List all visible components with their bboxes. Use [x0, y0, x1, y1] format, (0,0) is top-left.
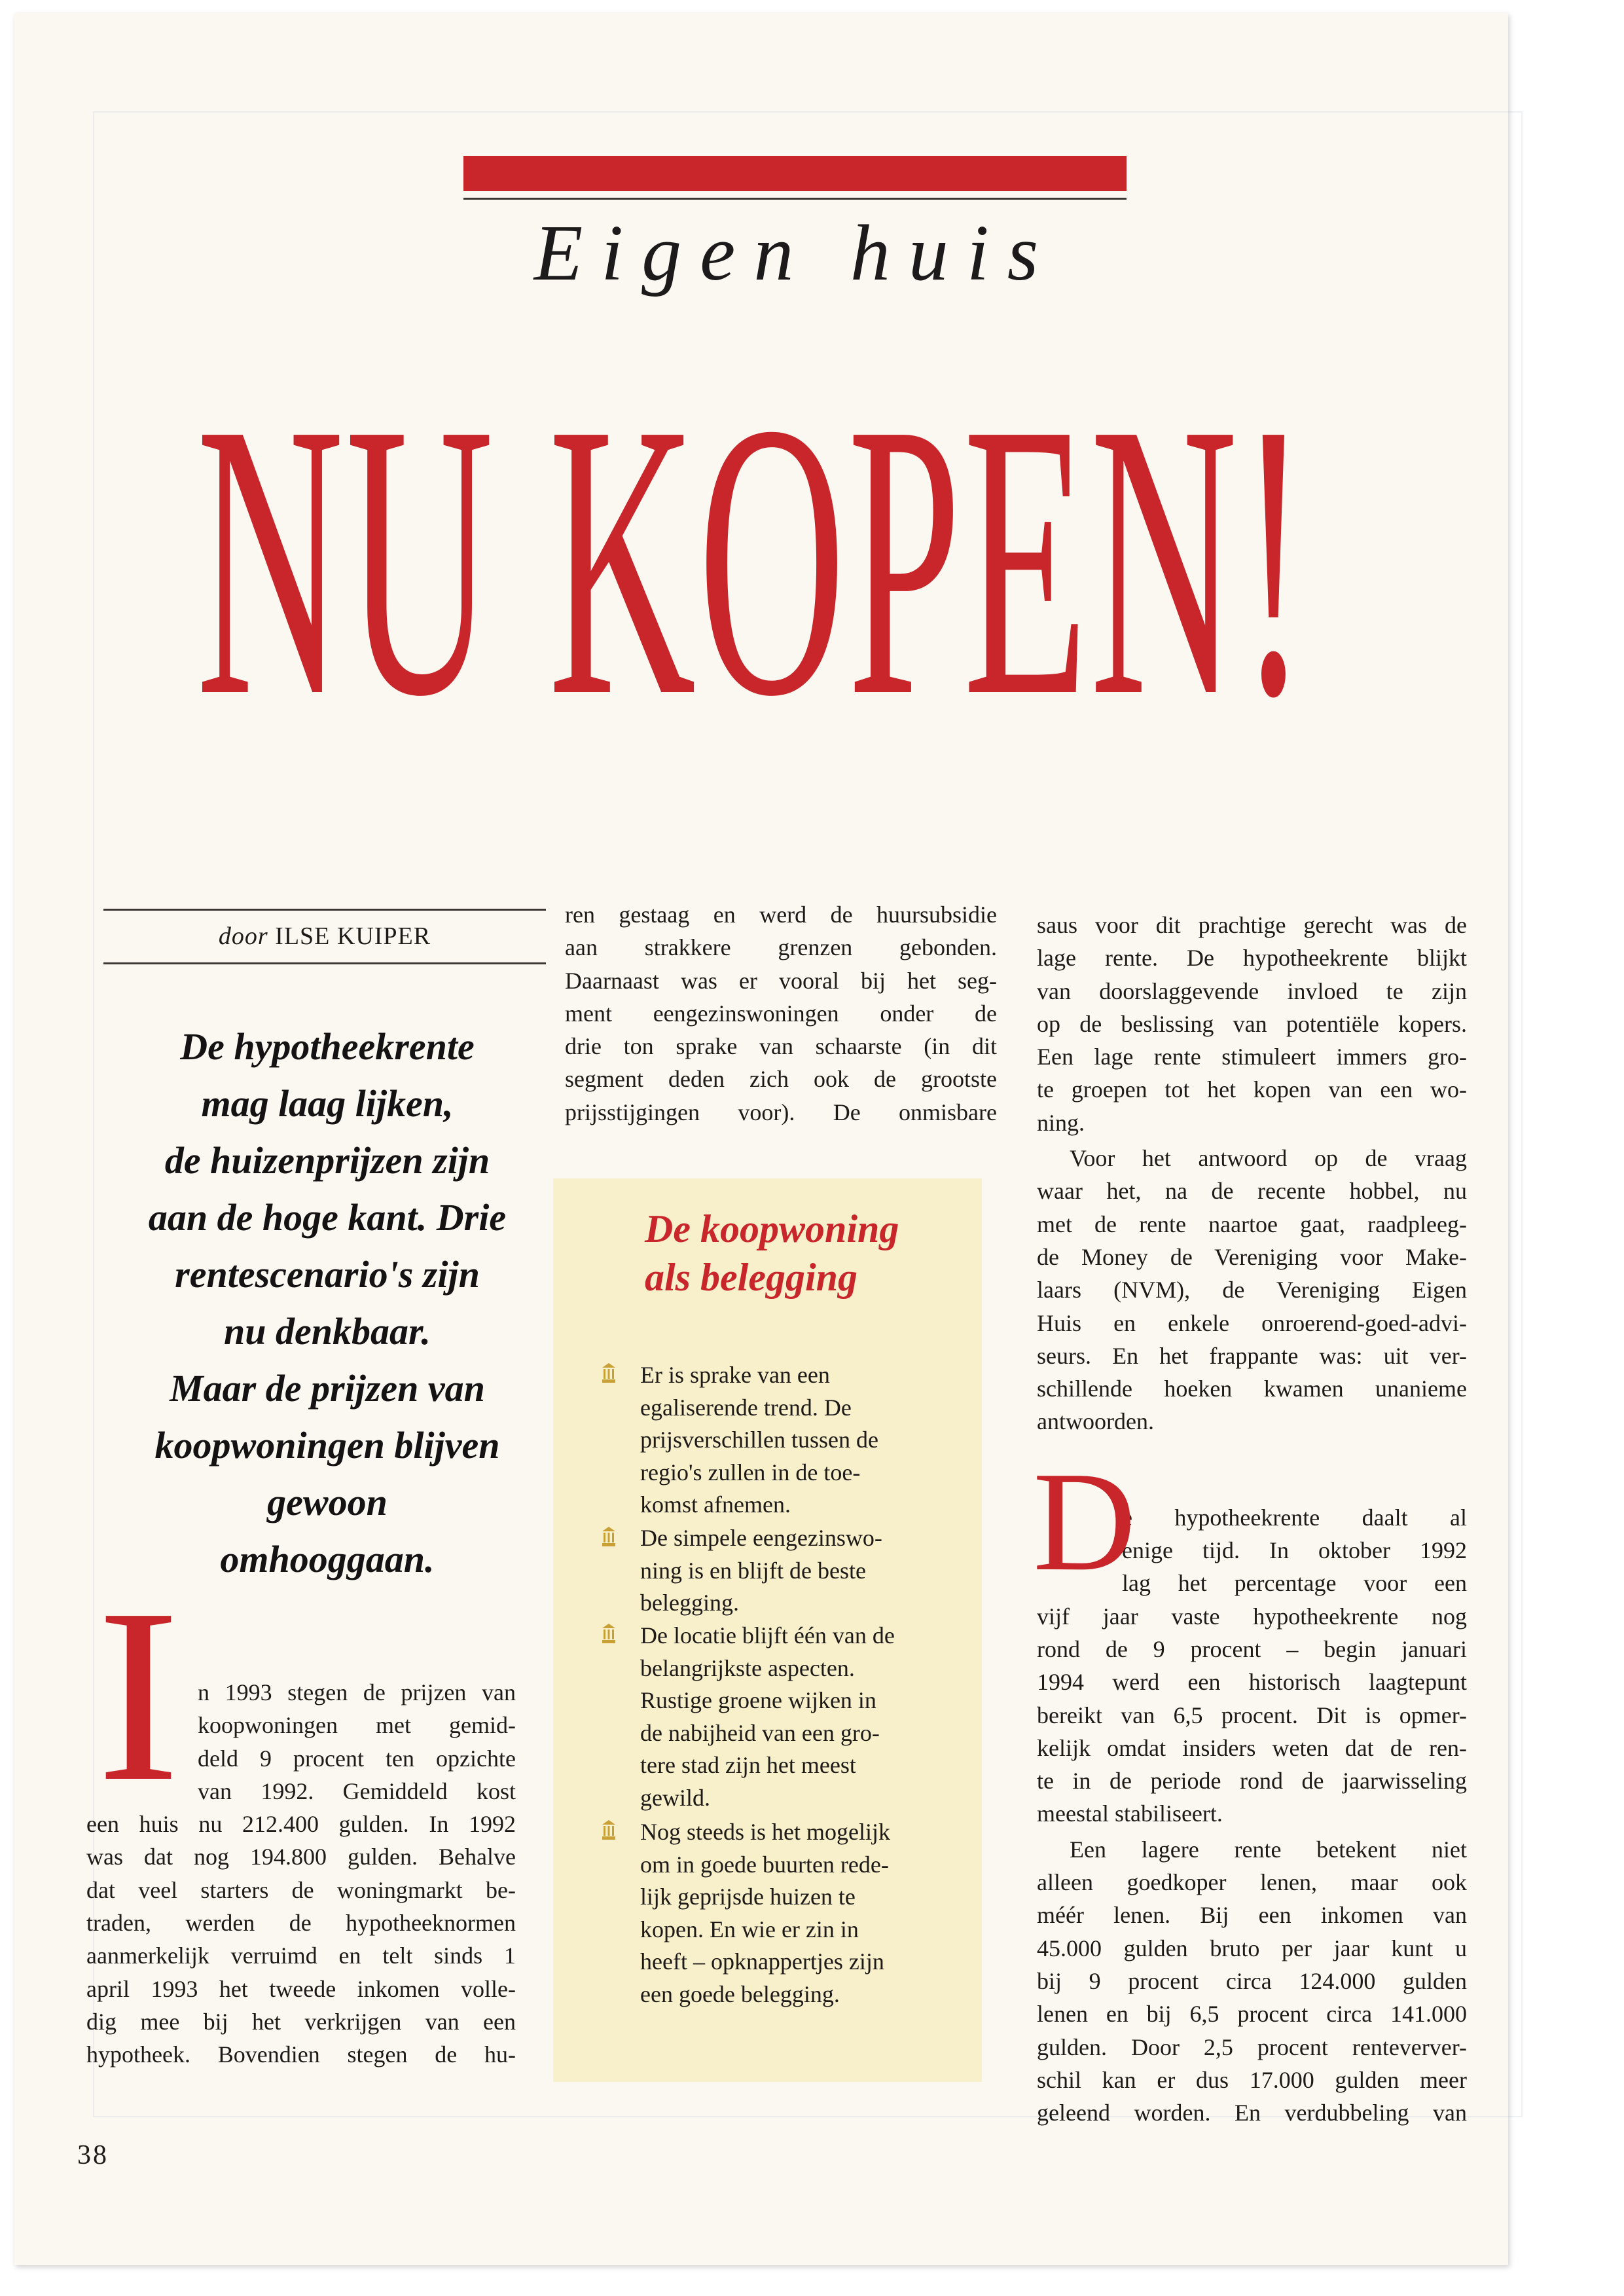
text-line: koopwoningen met gemid- — [198, 1712, 516, 1739]
bullet-line: om in goede buurten rede- — [640, 1851, 889, 1878]
headline: NU KOPEN! — [196, 342, 1310, 777]
text-line: rond de 9 procent – begin januari — [1037, 1635, 1467, 1662]
text-line: vijf jaar vaste hypotheekrente nog — [1037, 1603, 1467, 1630]
text-line: ren gestaag en werd de huursubsidie — [565, 902, 997, 928]
text-line: gulden. Door 2,5 procent renteverver- — [1037, 2033, 1467, 2060]
byline-bottom-rule — [103, 962, 546, 964]
text-line: meestal stabiliseert. — [1037, 1800, 1223, 1827]
top-rule — [463, 198, 1127, 200]
section-kicker: Eigen huis — [533, 209, 1057, 297]
page-number: 38 — [77, 2140, 109, 2170]
text-line: saus voor dit prachtige gerecht was de — [1037, 912, 1467, 938]
bullet-line: egaliserende trend. De — [640, 1394, 852, 1421]
text-line: antwoorden. — [1037, 1408, 1154, 1435]
sidebar-bullet-1 — [640, 1359, 961, 1522]
text-line: n 1993 stegen de prijzen van — [198, 1679, 516, 1705]
text-line: traden, werden de hypotheeknormen — [86, 1910, 516, 1937]
text-line: ment eengezinswoningen onder de — [565, 1000, 997, 1027]
lede-line: mag laag lijken, — [201, 1082, 454, 1125]
text-line: lenen en bij 6,5 procent circa 141.000 — [1037, 2001, 1467, 2028]
text-line: aanmerkelijk verruimd en telt sinds 1 — [86, 1942, 516, 1969]
text-line: op de beslissing van potentiële kopers. — [1037, 1010, 1467, 1037]
bullet-line: heeft – opknappertjes zijn — [640, 1948, 884, 1975]
text-line: bereikt van 6,5 procent. Dit is opmer- — [1037, 1702, 1467, 1728]
lede-line: omhooggaan. — [220, 1538, 435, 1580]
text-line: laars (NVM), de Vereniging Eigen — [1037, 1277, 1467, 1303]
text-line: 45.000 gulden bruto per jaar kunt u — [1037, 1935, 1467, 1961]
bullet-line: gewild. — [640, 1784, 710, 1811]
bullet-line: een goede belegging. — [640, 1980, 840, 2007]
bullet-line: regio's zullen in de toe- — [640, 1459, 861, 1485]
column-2-text — [565, 898, 997, 1129]
text-line: alleen goedkoper lenen, maar ook — [1037, 1869, 1467, 1896]
text-line: drie ton sprake van schaarste (in dit — [565, 1033, 997, 1060]
text-line: van 1992. Gemiddeld kost — [198, 1777, 516, 1804]
text-line: kelijk omdat insiders weten dat de ren- — [1037, 1734, 1467, 1761]
text-line: hypotheek. Bovendien stegen de hu- — [86, 2041, 516, 2068]
text-line: dig mee bij het verkrijgen van een — [86, 2008, 516, 2035]
lede-line: nu denkbaar. — [224, 1310, 431, 1353]
text-line: Voor het antwoord op de vraag — [1070, 1145, 1467, 1172]
text-line: de Money de Vereniging voor Make- — [1037, 1243, 1467, 1270]
lede-line: Maar de prijzen van — [170, 1367, 485, 1410]
bullet-line: lijk geprijsde huizen te — [640, 1884, 856, 1910]
lede-line: aan de hoge kant. Drie — [148, 1196, 507, 1239]
text-line: Huis en enkele onroerend-goed-advi- — [1037, 1309, 1467, 1336]
byline-prefix: door — [218, 922, 268, 950]
text-line: seurs. En het frappante was: uit ver- — [1037, 1342, 1467, 1369]
bullet-line: ning is en blijft de beste — [640, 1557, 866, 1584]
byline-author: ILSE KUIPER — [275, 922, 431, 950]
dropcap-d: D — [1033, 1443, 1136, 1601]
text-line: van doorslaggevende invloed te zijn — [1037, 977, 1467, 1004]
sidebar-bullet-4 — [640, 1816, 961, 2011]
text-line: e hypotheekrente daalt al — [1122, 1504, 1467, 1531]
lede-line: de huizenprijzen zijn — [164, 1139, 490, 1182]
lede — [98, 1018, 556, 1588]
bullet-line: de nabijheid van een gro- — [640, 1719, 880, 1746]
bullet-line: tere stad zijn het meest — [640, 1752, 856, 1778]
text-line: geleend worden. En verdubbeling van — [1037, 2100, 1467, 2126]
byline — [103, 922, 546, 951]
text-line: schil kan er dus 17.000 gulden meer — [1037, 2066, 1467, 2093]
sidebar-title-line: De koopwoning — [645, 1207, 899, 1250]
text-line: dat veel starters de woningmarkt be- — [86, 1876, 516, 1903]
bullet-line: kopen. En wie er zin in — [640, 1916, 859, 1942]
text-line: waar het, na de recente hobbel, nu — [1037, 1178, 1467, 1205]
bullet-line: De simpele eengezinswo- — [640, 1525, 882, 1551]
column-1-text — [86, 1676, 516, 2071]
text-line: Een lage rente stimuleert immers gro- — [1037, 1044, 1467, 1070]
lede-line: koopwoningen blijven — [154, 1424, 500, 1467]
text-line: met de rente naartoe gaat, raadpleeg- — [1037, 1211, 1467, 1237]
text-line: april 1993 het tweede inkomen volle- — [86, 1975, 516, 2002]
lede-line: rentescenario's zijn — [175, 1253, 480, 1296]
text-line: schillende hoeken kwamen unanieme — [1037, 1376, 1467, 1402]
text-line: aan strakkere grenzen gebonden. — [565, 934, 997, 961]
text-line: prijsstijgingen voor). De onmisbare — [565, 1099, 997, 1125]
sidebar-title — [645, 1205, 972, 1302]
text-line: méér lenen. Bij een inkomen van — [1037, 1902, 1467, 1929]
bullet-line: Rustige groene wijken in — [640, 1687, 876, 1713]
text-line: een huis nu 212.400 gulden. In 1992 — [86, 1811, 516, 1838]
text-line: 1994 werd een historisch laagtepunt — [1037, 1669, 1467, 1696]
bank-bullet-icon — [602, 1363, 615, 1383]
lede-line: gewoon — [267, 1481, 388, 1523]
bullet-line: komst afnemen. — [640, 1491, 791, 1518]
text-line: enige tijd. In oktober 1992 — [1122, 1537, 1467, 1564]
text-line: deld 9 procent ten opzichte — [198, 1745, 516, 1772]
sidebar-bullet-3 — [640, 1620, 961, 1814]
sidebar-title-line: als belegging — [645, 1256, 857, 1299]
bullet-line: prijsverschillen tussen de — [640, 1427, 878, 1453]
text-line: te in de periode rond de jaarwisseling — [1037, 1768, 1467, 1795]
text-line: Daarnaast was er vooral bij het seg- — [565, 967, 997, 994]
lede-line: De hypotheekrente — [180, 1025, 475, 1068]
text-line: ning. — [1037, 1109, 1085, 1136]
text-line: Een lagere rente betekent niet — [1070, 1836, 1467, 1863]
bullet-line: Er is sprake van een — [640, 1362, 830, 1388]
bullet-line: Nog steeds is het mogelijk — [640, 1819, 890, 1845]
text-line: lage rente. De hypotheekrente blijkt — [1037, 945, 1467, 972]
bullet-line: belangrijkste aspecten. — [640, 1654, 855, 1681]
text-line: was dat nog 194.800 gulden. Behalve — [86, 1844, 516, 1870]
top-red-bar — [463, 156, 1127, 191]
bank-bullet-icon — [602, 1527, 615, 1546]
bullet-line: belegging. — [640, 1590, 739, 1616]
text-line: te groepen tot het kopen van een wo- — [1037, 1076, 1467, 1103]
dropcap-i: I — [97, 1558, 180, 1833]
text-line: lag het percentage voor een — [1122, 1570, 1467, 1597]
bullet-line: De locatie blijft één van de — [640, 1622, 895, 1649]
byline-top-rule — [103, 909, 546, 911]
sidebar-bullet-2 — [640, 1522, 961, 1620]
bank-bullet-icon — [602, 1624, 615, 1643]
text-line: segment deden zich ook de grootste — [565, 1066, 997, 1093]
bank-bullet-icon — [602, 1820, 615, 1840]
text-line: bij 9 procent circa 124.000 gulden — [1037, 1967, 1467, 1994]
